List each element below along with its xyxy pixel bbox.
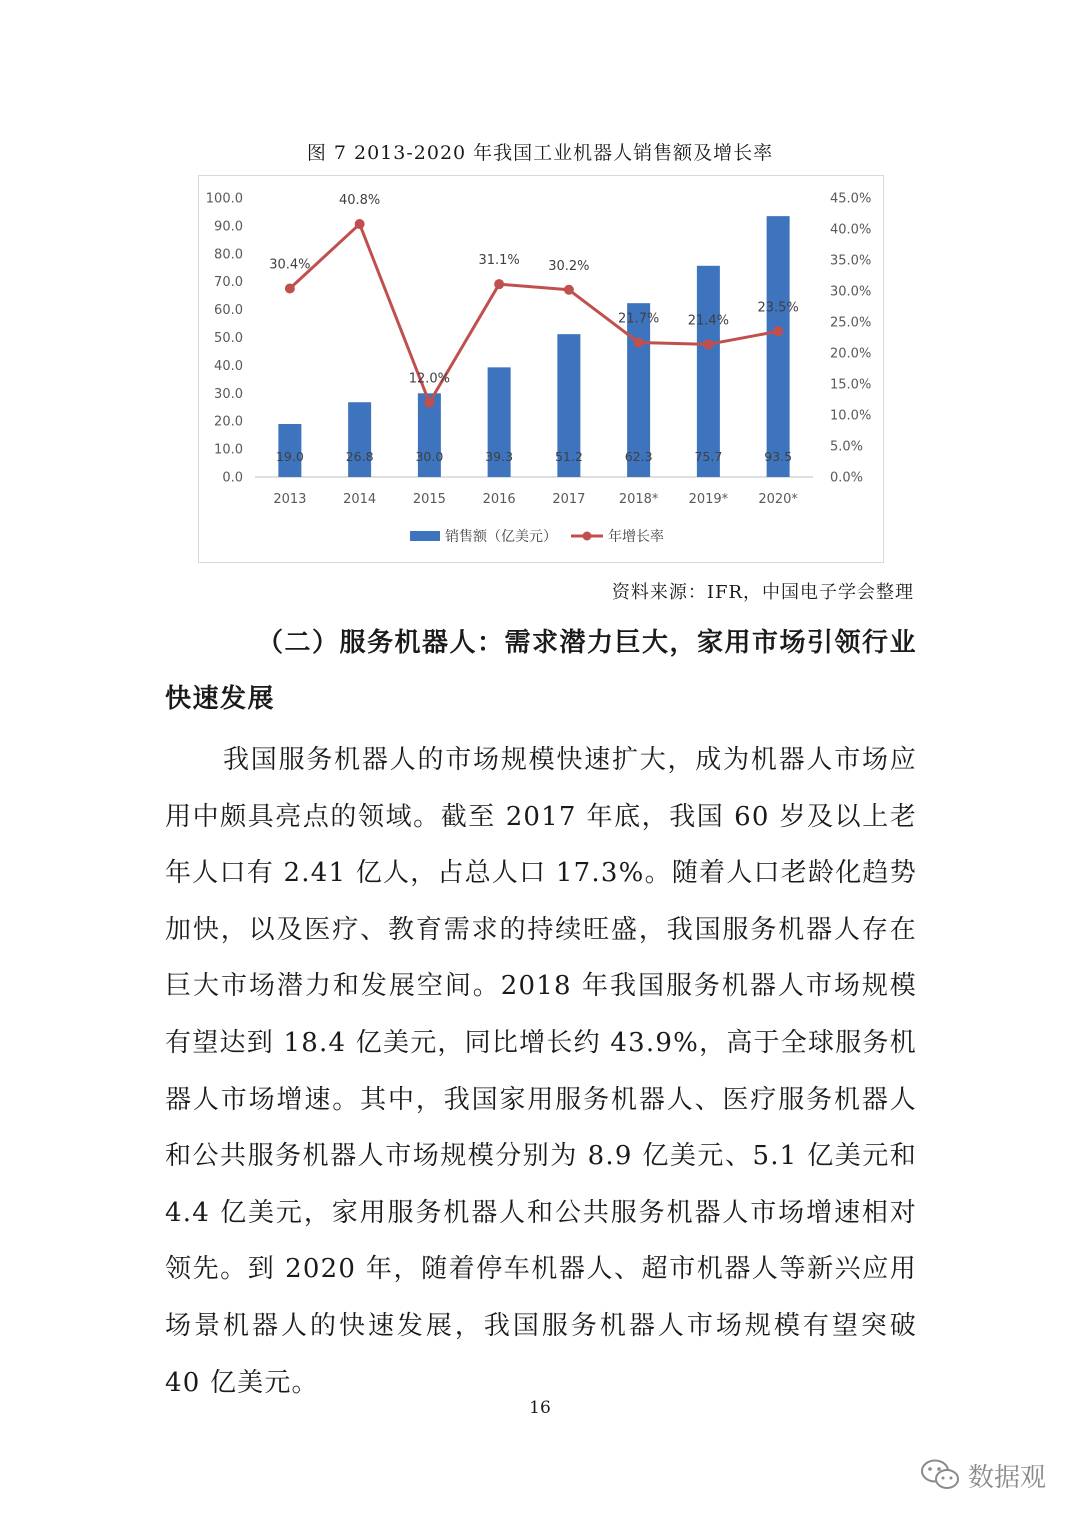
x-axis-tick-label: 2020* [758,492,798,507]
growth-point-2015 [424,398,434,408]
growth-point-2017 [564,285,574,295]
bar-value-label: 75.7 [694,449,723,464]
growth-value-label: 40.8% [338,193,381,209]
bar-value-label: 30.0 [415,449,444,464]
x-axis-tick-label: 2013 [273,492,307,507]
left-axis-tick-label: 30.0 [214,386,243,402]
x-axis-tick-label: 2016 [482,492,516,507]
legend-line-marker [583,532,592,541]
left-axis-tick-label: 20.0 [214,414,243,430]
right-axis-tick-label: 35.0% [830,253,872,269]
right-axis-tick-label: 25.0% [830,315,872,331]
left-axis-tick-label: 0.0 [222,470,243,486]
bar-2019* [697,266,720,477]
x-axis-tick-label: 2015 [412,492,446,507]
growth-point-2013 [285,284,295,294]
bar-2020* [767,216,790,477]
wechat-icon [920,1458,960,1492]
growth-point-2018* [634,337,644,347]
right-axis-tick-label: 20.0% [830,346,872,362]
x-axis-tick-label: 2014 [343,492,377,507]
right-axis-tick-label: 30.0% [830,284,872,300]
legend-bar-label: 销售额（亿美元） [445,529,557,545]
right-axis-tick-label: 5.0% [830,439,864,455]
sales-growth-chart [198,175,884,563]
bar-value-label: 93.5 [764,449,793,464]
watermark [920,1455,1046,1495]
bar-value-label: 62.3 [624,449,653,464]
left-axis-tick-label: 70.0 [214,275,243,291]
right-axis-tick-label: 45.0% [830,191,872,207]
right-axis-tick-label: 10.0% [830,408,872,424]
source-note: 资料来源：IFR，中国电子学会整理 [611,582,914,603]
growth-value-label: 30.4% [269,257,311,273]
x-axis-tick-label: 2017 [552,492,586,507]
section-heading-continued: 快速发展 [165,684,276,714]
bar-value-label: 39.3 [485,449,514,464]
watermark-text: 数据观 [968,1462,1047,1493]
figure-title: 图 7 2013-2020 年我国工业机器人销售额及增长率 [306,142,774,164]
left-axis-tick-label: 40.0 [214,358,243,374]
growth-value-label: 23.5% [757,300,799,316]
x-axis-tick-label: 2019* [688,492,729,507]
growth-point-2019* [703,339,713,349]
growth-point-2014 [355,219,365,229]
growth-value-label: 30.2% [548,258,590,274]
growth-value-label: 31.1% [478,253,520,269]
bar-value-label: 19.0 [275,449,304,464]
growth-value-label: 21.4% [687,313,730,329]
body-paragraph: 我国服务机器人的市场规模快速扩大，成为机器人市场应用中颇具亮点的领域。截至 2017 年底，我国 60 岁及以上老年人口有 2.41 亿人，占总人口 17.3%。随着人口老龄化趋势加快，以及医疗、教育需求的持续旺盛，我国服务机器人存在巨大市场潜力和发展空间。2018 年我国服务机器人市场规模有望达到 18.4 亿美元，同比增长约 43.9%，高于全球服务机器人市场增速。其中，我国家用服务机器人、医疗服务机器人和公共服务机器人市场规模分别为 8.9 亿美元、5.1 亿美元和 4.4 亿美元，家用服务机器人和公共服务机器人市场增速相对领先。到 2020 年，随着停车机器人、超市机器人等新兴应用场景机器人的快速发展，我国服务机器人市场规模有望突破 40 亿美元。 [165,745,917,1398]
right-axis-tick-label: 0.0% [830,470,864,486]
page-number: 16 [529,1398,551,1418]
right-axis-tick-label: 15.0% [830,377,872,393]
left-axis-tick-label: 100.0 [205,191,243,207]
left-axis-tick-label: 50.0 [214,331,243,346]
growth-value-label: 12.0% [408,371,451,387]
section-heading: （二）服务机器人：需求潜力巨大，家用市场引领行业 [256,628,917,658]
left-axis-tick-label: 80.0 [214,247,243,263]
left-axis-tick-label: 90.0 [214,219,243,235]
growth-value-label: 21.7% [617,311,660,327]
growth-point-2016 [494,279,504,289]
legend-line-label: 年增长率 [608,529,664,545]
legend-bar-swatch [410,531,440,541]
left-axis-tick-label: 60.0 [214,303,243,319]
bar-value-label: 51.2 [554,449,583,464]
left-axis-tick-label: 10.0 [214,442,243,458]
x-axis-tick-label: 2018* [618,492,659,507]
right-axis-tick-label: 40.0% [830,222,872,238]
bar-value-label: 26.8 [345,449,374,464]
bar-2014 [348,402,371,477]
growth-point-2020* [773,326,783,336]
